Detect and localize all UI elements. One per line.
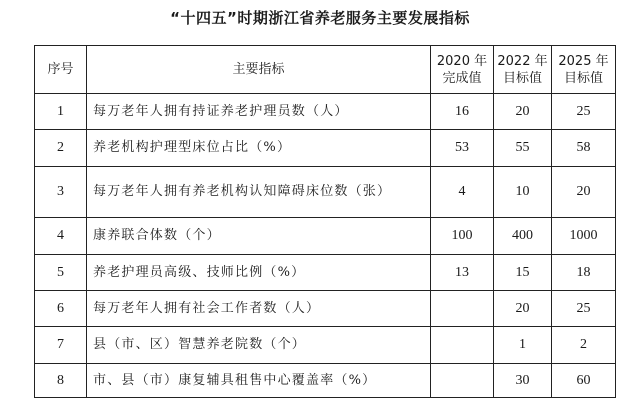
header-2025 <box>552 46 616 94</box>
row-value-2020: 4 <box>431 167 494 218</box>
row-value-2022: 15 <box>494 255 552 291</box>
row-value-2020: 53 <box>431 130 494 167</box>
row-no: 5 <box>35 255 87 291</box>
row-value-2022: 20 <box>494 291 552 327</box>
table-row <box>35 130 616 167</box>
header-2020-type: 完成值 <box>442 70 482 86</box>
page-title: “十四五”时期浙江省养老服务主要发展指标 <box>170 9 470 27</box>
row-value-2022: 55 <box>494 130 552 167</box>
row-indicator: 市、县（市）康复辅具租售中心覆盖率（%） <box>87 364 431 398</box>
header-2022 <box>494 46 552 94</box>
row-indicator: 康养联合体数（个） <box>87 218 431 255</box>
row-value-2025: 18 <box>552 255 616 291</box>
row-value-2020 <box>431 291 494 327</box>
row-no: 3 <box>35 167 87 218</box>
header-2025-type: 目标值 <box>563 70 603 86</box>
row-no: 7 <box>35 327 87 364</box>
table-row <box>35 218 616 255</box>
table-row <box>35 327 616 364</box>
row-no: 6 <box>35 291 87 327</box>
row-value-2020: 16 <box>431 94 494 130</box>
table-row <box>35 255 616 291</box>
row-value-2022: 1 <box>494 327 552 364</box>
header-no: 序号 <box>35 46 87 94</box>
row-value-2025: 25 <box>552 291 616 327</box>
row-value-2025: 1000 <box>552 218 616 255</box>
row-value-2025: 60 <box>552 364 616 398</box>
row-indicator: 县（市、区）智慧养老院数（个） <box>87 327 431 364</box>
row-indicator: 每万老年人拥有社会工作者数（人） <box>87 291 431 327</box>
row-value-2022: 400 <box>494 218 552 255</box>
header-2022-type: 目标值 <box>502 70 542 86</box>
row-value-2025: 58 <box>552 130 616 167</box>
row-value-2025: 25 <box>552 94 616 130</box>
table-header-row <box>35 46 616 94</box>
row-value-2020: 13 <box>431 255 494 291</box>
table-row <box>35 94 616 130</box>
row-no: 1 <box>35 94 87 130</box>
row-value-2022: 10 <box>494 167 552 218</box>
row-value-2025: 2 <box>552 327 616 364</box>
header-2025-year: 2025 年 <box>558 53 609 69</box>
header-2020 <box>431 46 494 94</box>
row-no: 8 <box>35 364 87 398</box>
row-no: 2 <box>35 130 87 167</box>
row-indicator: 每万老年人拥有持证养老护理员数（人） <box>87 94 431 130</box>
header-2022-year: 2022 年 <box>497 53 548 69</box>
table-row <box>35 364 616 398</box>
row-no: 4 <box>35 218 87 255</box>
table-row <box>35 291 616 327</box>
row-value-2022: 20 <box>494 94 552 130</box>
row-value-2025: 20 <box>552 167 616 218</box>
row-indicator: 养老机构护理型床位占比（%） <box>87 130 431 167</box>
header-indicator: 主要指标 <box>87 46 431 94</box>
row-value-2022: 30 <box>494 364 552 398</box>
indicators-table <box>34 45 616 398</box>
row-value-2020 <box>431 364 494 398</box>
table-row <box>35 167 616 218</box>
row-indicator: 养老护理员高级、技师比例（%） <box>87 255 431 291</box>
row-value-2020 <box>431 327 494 364</box>
header-2020-year: 2020 年 <box>436 53 488 69</box>
row-value-2020: 100 <box>431 218 494 255</box>
row-indicator: 每万老年人拥有养老机构认知障碍床位数（张） <box>87 167 431 218</box>
